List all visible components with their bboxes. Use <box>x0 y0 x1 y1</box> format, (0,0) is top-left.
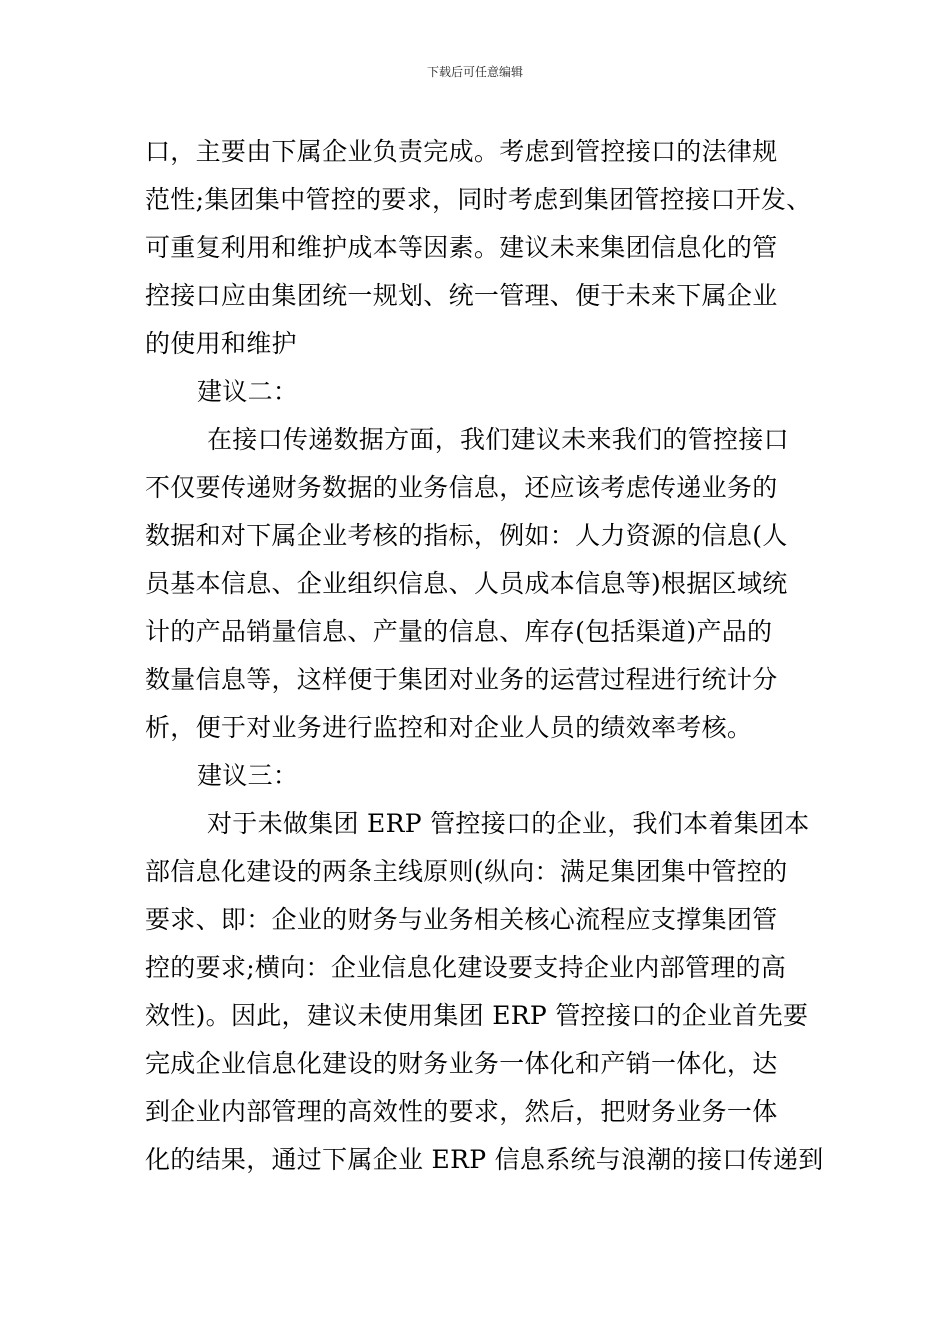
text-line: 部信息化建设的两条主线原则(纵向：满足集团集中管控的 <box>145 857 788 886</box>
text-line: 析，便于对业务进行监控和对企业人员的绩效率考核。 <box>145 713 753 742</box>
text-line: 不仅要传递财务数据的业务信息，还应该考虑传递业务的 <box>145 473 778 502</box>
text-line: 计的产品销量信息、产量的信息、库存(包括渠道)产品的 <box>145 617 773 646</box>
text-line: 化的结果，通过下属企业 ERP 信息系统与浪潮的接口传递到 <box>145 1145 824 1174</box>
section-heading-2: 建议二： <box>197 377 299 406</box>
text-line: 在接口传递数据方面，我们建议未来我们的管控接口 <box>207 425 789 454</box>
text-line: 对于未做集团 ERP 管控接口的企业，我们本着集团本 <box>207 809 810 838</box>
section-heading-3: 建议三： <box>197 761 299 790</box>
text-line: 数量信息等，这样便于集团对业务的运营过程进行统计分 <box>145 665 778 694</box>
text-line: 范性;集团集中管控的要求，同时考虑到集团管控接口开发、 <box>145 185 812 214</box>
text-line: 口，主要由下属企业负责完成。考虑到管控接口的法律规 <box>145 137 778 166</box>
text-line: 可重复利用和维护成本等因素。建议未来集团信息化的管 <box>145 233 778 262</box>
text-line: 控的要求;横向：企业信息化建设要支持企业内部管理的高 <box>145 953 787 982</box>
text-line: 到企业内部管理的高效性的要求，然后，把财务业务一体 <box>145 1097 778 1126</box>
page-header-note: 下载后可任意编辑 <box>426 65 523 79</box>
text-line: 效性)。因此，建议未使用集团 ERP 管控接口的企业首先要 <box>145 1001 809 1030</box>
text-line: 要求、即：企业的财务与业务相关核心流程应支撑集团管 <box>145 905 778 934</box>
text-line: 员基本信息、企业组织信息、人员成本信息等)根据区域统 <box>145 569 788 598</box>
text-line: 控接口应由集团统一规划、统一管理、便于未来下属企业 <box>145 281 778 310</box>
text-line: 数据和对下属企业考核的指标，例如：人力资源的信息(人 <box>145 521 788 550</box>
text-line: 的使用和维护 <box>145 329 297 358</box>
text-line: 完成企业信息化建设的财务业务一体化和产销一体化，达 <box>145 1049 778 1078</box>
document-body <box>145 128 824 1184</box>
